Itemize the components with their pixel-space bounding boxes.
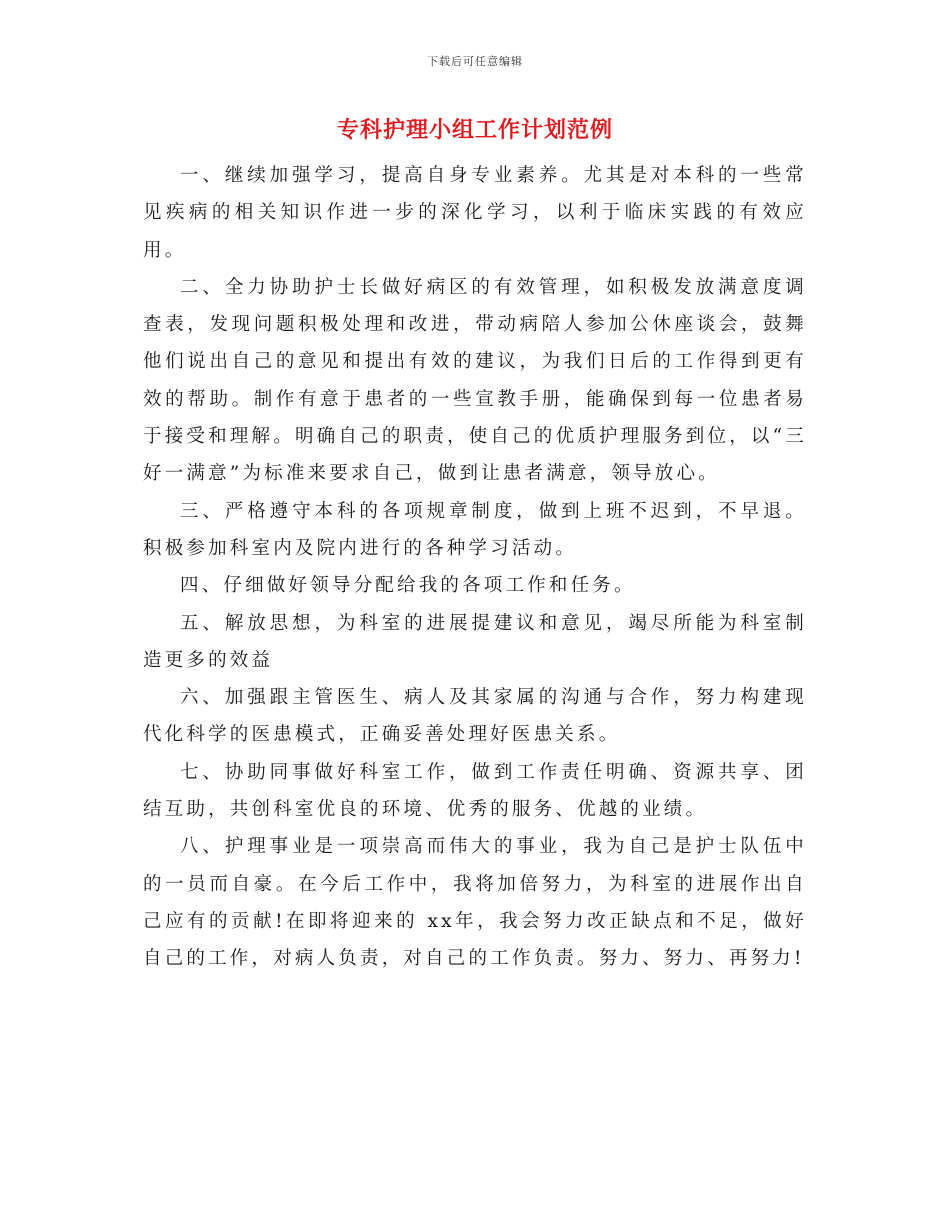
document-title: 专科护理小组工作计划范例 (336, 117, 613, 143)
header-note: 下载后可任意编辑 (427, 55, 523, 68)
paragraph-8: 八、护理事业是一项崇高而伟大的事业，我为自己是护士队伍中的一员而自豪。在今后工作中，我将加倍努力，为科室的进展作出自己应有的贡献!在即将迎来的 xx年，我会努力改正缺点和不足，做好自己的工作，对病人负责，对自己的工作负责。努力、努力、再努力! (143, 836, 807, 970)
paragraph-5: 五、解放思想，为科室的进展提建议和意见，竭尽所能为科室制造更多的效益 (143, 612, 807, 671)
paragraph-2: 二、全力协助护士长做好病区的有效管理，如积极发放满意度调查表，发现问题积极处理和改进，带动病陪人参加公休座谈会，鼓舞他们说出自己的意见和提出有效的建议，为我们日后的工作得到更有效的帮助。制作有意于患者的一些宣教手册，能确保到每一位患者易于接受和理解。明确自己的职责，使自己的优质护理服务到位，以“三好一满意”为标准来要求自己，做到让患者满意，领导放心。 (143, 276, 807, 485)
paragraph-3: 三、严格遵守本科的各项规章制度，做到上班不迟到，不早退。积极参加科室内及院内进行的各种学习活动。 (143, 500, 807, 559)
paragraph-4: 四、仔细做好领导分配给我的各项工作和任务。 (180, 575, 636, 597)
paragraph-1: 一、继续加强学习，提高自身专业素养。尤其是对本科的一些常见疾病的相关知识作进一步的深化学习，以利于临床实践的有效应用。 (143, 165, 807, 261)
paragraph-7: 七、协助同事做好科室工作，做到工作责任明确、资源共享、团结互助，共创科室优良的环境、优秀的服务、优越的业绩。 (143, 761, 807, 821)
paragraph-6: 六、加强跟主管医生、病人及其家属的沟通与合作，努力构建现代化科学的医患模式，正确妥善处理好医患关系。 (143, 687, 807, 746)
document-body (143, 157, 807, 978)
